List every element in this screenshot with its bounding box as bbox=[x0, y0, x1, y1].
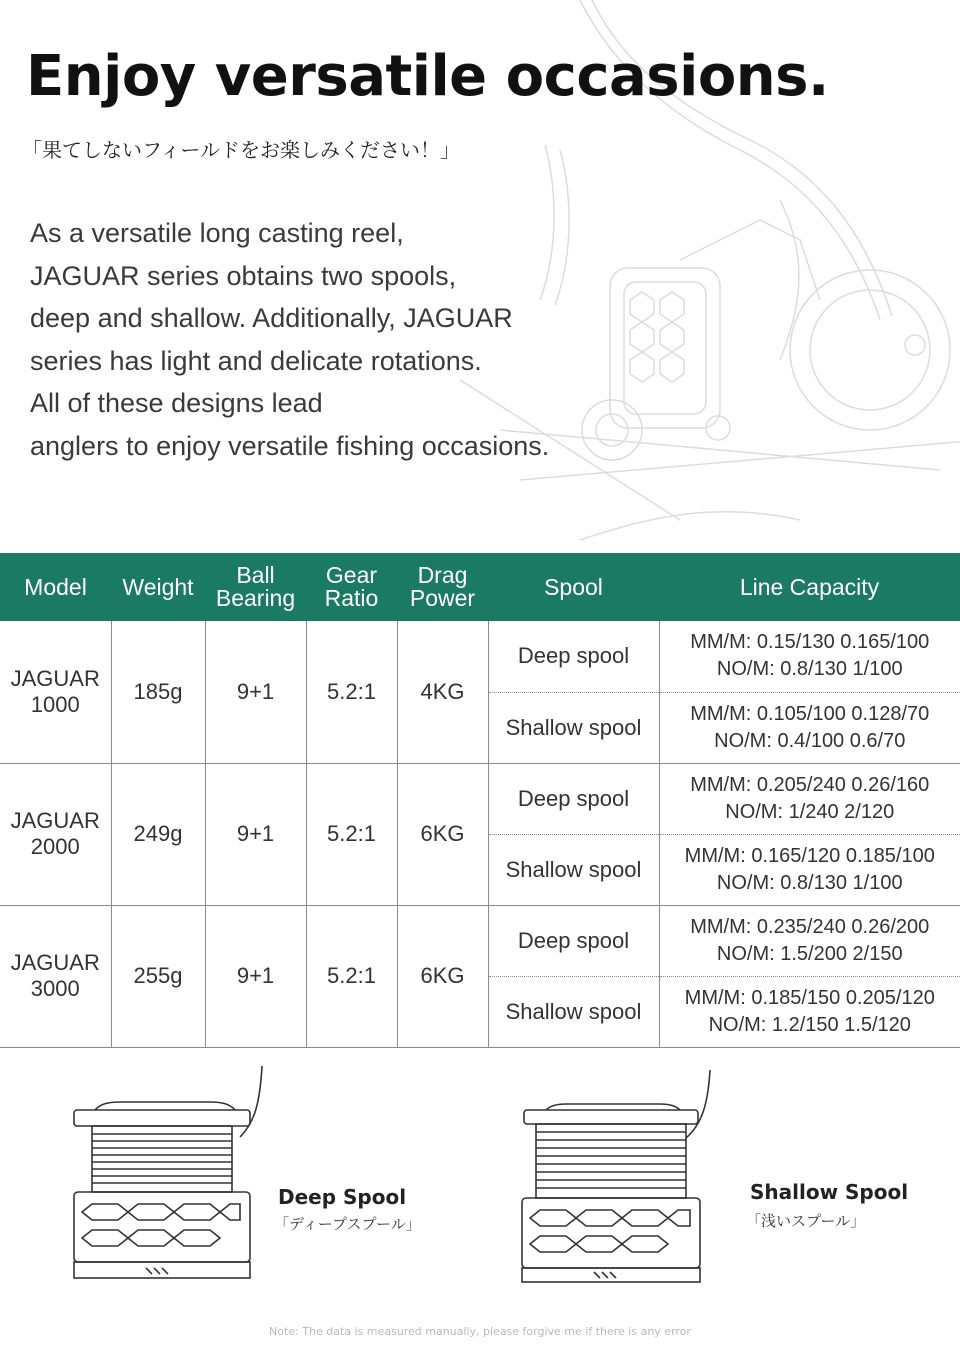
header-weight: Weight bbox=[111, 553, 205, 621]
intro-line: JAGUAR series obtains two spools, bbox=[30, 260, 457, 291]
cell-line-capacity: MM/M: 0.205/240 0.26/160 NO/M: 1/240 2/120 bbox=[659, 763, 960, 834]
cell-gear-ratio: 5.2:1 bbox=[306, 905, 397, 1047]
deep-spool-illustration bbox=[60, 1062, 270, 1287]
cell-spool: Shallow spool bbox=[488, 976, 659, 1047]
header-gear-ratio: Gear Ratio bbox=[306, 553, 397, 621]
intro-line: anglers to enjoy versatile fishing occasions. bbox=[30, 430, 550, 461]
cell-drag-power: 6KG bbox=[397, 905, 488, 1047]
cell-spool: Deep spool bbox=[488, 621, 659, 692]
page-headline: Enjoy versatile occasions. bbox=[26, 44, 829, 109]
cell-gear-ratio: 5.2:1 bbox=[306, 763, 397, 905]
shallow-spool-title: Shallow Spool bbox=[750, 1180, 909, 1204]
cell-weight: 255g bbox=[111, 905, 205, 1047]
spec-table bbox=[0, 553, 960, 1048]
cell-model: JAGUAR 1000 bbox=[0, 621, 111, 763]
cell-model: JAGUAR 2000 bbox=[0, 763, 111, 905]
shallow-spool-jp-label: 「浅いスプール」 bbox=[746, 1212, 866, 1230]
cell-spool: Deep spool bbox=[488, 763, 659, 834]
intro-line: As a versatile long casting reel, bbox=[30, 218, 404, 248]
deep-spool-jp-label: 「ディープスプール」 bbox=[274, 1215, 421, 1233]
cell-line-capacity: MM/M: 0.15/130 0.165/100 NO/M: 0.8/130 1/100 bbox=[659, 621, 960, 692]
header-drag-power: Drag Power bbox=[397, 553, 488, 621]
table-row bbox=[0, 621, 960, 692]
intro-paragraph bbox=[30, 212, 549, 468]
cell-spool: Shallow spool bbox=[488, 692, 659, 763]
cell-line-capacity: MM/M: 0.105/100 0.128/70 NO/M: 0.4/100 0.6/70 bbox=[659, 692, 960, 763]
header-model: Model bbox=[0, 553, 111, 621]
cell-ball-bearing: 9+1 bbox=[205, 905, 306, 1047]
intro-line: deep and shallow. Additionally, JAGUAR bbox=[30, 303, 513, 334]
cell-model: JAGUAR 3000 bbox=[0, 905, 111, 1047]
table-row bbox=[0, 763, 960, 834]
table-header-row bbox=[0, 553, 960, 621]
cell-ball-bearing: 9+1 bbox=[205, 763, 306, 905]
cell-weight: 249g bbox=[111, 763, 205, 905]
cell-line-capacity: MM/M: 0.235/240 0.26/200 NO/M: 1.5/200 2/150 bbox=[659, 905, 960, 976]
cell-line-capacity: MM/M: 0.185/150 0.205/120 NO/M: 1.2/150 1.5/120 bbox=[659, 976, 960, 1047]
intro-line: All of these designs lead bbox=[30, 388, 323, 419]
header-ball-bearing: Ball Bearing bbox=[205, 553, 306, 621]
japanese-subtitle: 「果てしないフィールドをお楽しみください！」 bbox=[22, 138, 460, 162]
cell-drag-power: 6KG bbox=[397, 763, 488, 905]
cell-spool: Shallow spool bbox=[488, 834, 659, 905]
shallow-spool-illustration bbox=[510, 1068, 720, 1288]
header-spool: Spool bbox=[488, 553, 659, 621]
header-line-capacity: Line Capacity bbox=[659, 553, 960, 621]
disclaimer-note: Note: The data is measured manually, please forgive me if there is any error bbox=[269, 1325, 691, 1338]
table-row bbox=[0, 905, 960, 976]
cell-line-capacity: MM/M: 0.165/120 0.185/100 NO/M: 0.8/130 1/100 bbox=[659, 834, 960, 905]
intro-line: series has light and delicate rotations. bbox=[30, 345, 482, 376]
cell-gear-ratio: 5.2:1 bbox=[306, 621, 397, 763]
cell-spool: Deep spool bbox=[488, 905, 659, 976]
deep-spool-title: Deep Spool bbox=[278, 1185, 407, 1209]
cell-drag-power: 4KG bbox=[397, 621, 488, 763]
cell-weight: 185g bbox=[111, 621, 205, 763]
cell-ball-bearing: 9+1 bbox=[205, 621, 306, 763]
